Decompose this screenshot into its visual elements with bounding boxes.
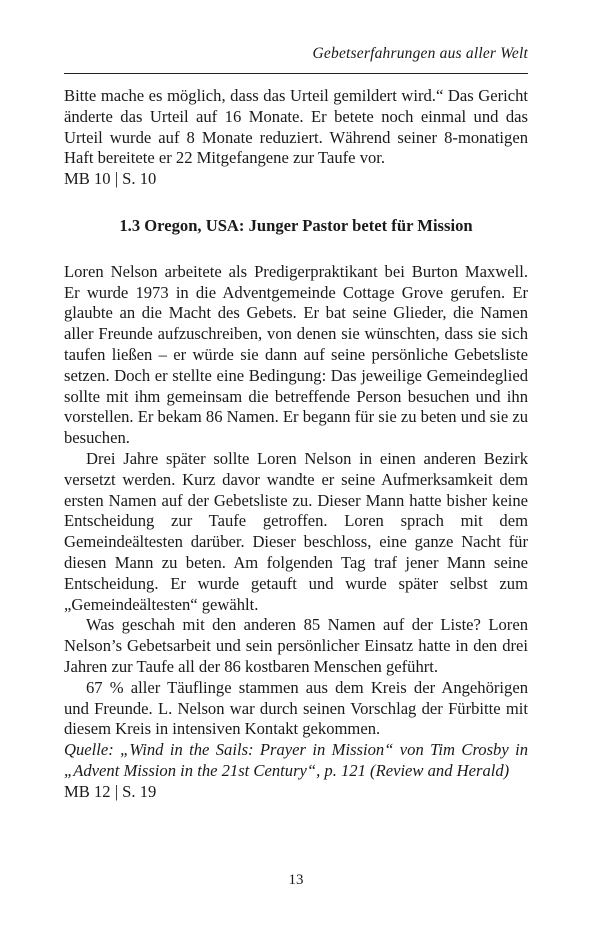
paragraph-statistics: 67 % aller Täuflinge stammen aus dem Kreis der Angehörigen und Freunde. L. Nelson war durch seinen Vorschlag der Fürbitte mit diesem Kreis in intensiven Kontakt gekommen.	[64, 677, 528, 739]
reference-mb12: MB 12 | S. 19	[64, 781, 157, 801]
header-rule	[64, 73, 528, 74]
paragraph-loren-nelson: Loren Nelson arbeitete als Predigerpraktikant bei Burton Maxwell. Er wurde 1973 in die Adventgemeinde Cottage Grove gerufen. Er glaubte an die Macht des Gebets. Er bat seine Glieder, die Namen aller Freunde aufzuschreiben, von denen sie wünschten, dass sie sich taufen ließen – er würde sie dann auf seine persönliche Gebetsliste setzen. Doch er stellte eine Bedingung: Das jeweilige Gemeindeglied sollte mit ihm gemeinsam die betreffende Person besuchen und ihn vorstellen. Er bekam 86 Namen. Er begann für sie zu beten und sie zu besuchen.	[64, 261, 529, 448]
paragraph-other-names: Was geschah mit den anderen 85 Namen auf der Liste? Loren Nelson’s Gebetsarbeit und sein persönlicher Einsatz hatte in den drei Jahren zur Taufe all der 86 kostbaren Menschen geführt.	[64, 615, 528, 676]
running-header: Gebetserfahrungen aus aller Welt	[312, 45, 528, 62]
paragraph-continuation: Bitte mache es möglich, dass das Urteil gemildert wird.“ Das Gericht änderte das Urteil auf 16 Monate. Er betete noch einmal und das Urteil wurde auf 8 Monate reduziert. Während seiner 8-monatigen Haft bereitete er 22 Mitgefangene zur Taufe vor.	[64, 86, 528, 168]
source-citation: Quelle: „Wind in the Sails: Prayer in Mission“ von Tim Crosby in „Advent Mission in the 21st Century“, p. 121 (Review and Herald)	[64, 740, 528, 780]
section-heading: 1.3 Oregon, USA: Junger Pastor betet für Mission	[119, 215, 473, 235]
page-number: 13	[288, 872, 304, 888]
book-page	[64, 0, 528, 939]
reference-mb10: MB 10 | S. 10	[64, 169, 157, 189]
paragraph-three-years-later: Drei Jahre später sollte Loren Nelson in einen anderen Bezirk versetzt werden. Kurz davor wandte er seine Aufmerksamkeit dem ersten Namen auf der Gebetsliste zu. Dieser Mann hatte bisher keine Entscheidung zur Taufe getroffen. Loren sprach mit dem Gemeindeältesten darüber. Dieser beschloss, eine ganze Nacht für diesen Mann zu beten. Am folgenden Tag traf jener Mann seine Entscheidung. Er wurde getauft und wurde später selbst zum „Gemeindeältesten“ gewählt.	[64, 448, 528, 614]
page-body	[64, 86, 528, 803]
